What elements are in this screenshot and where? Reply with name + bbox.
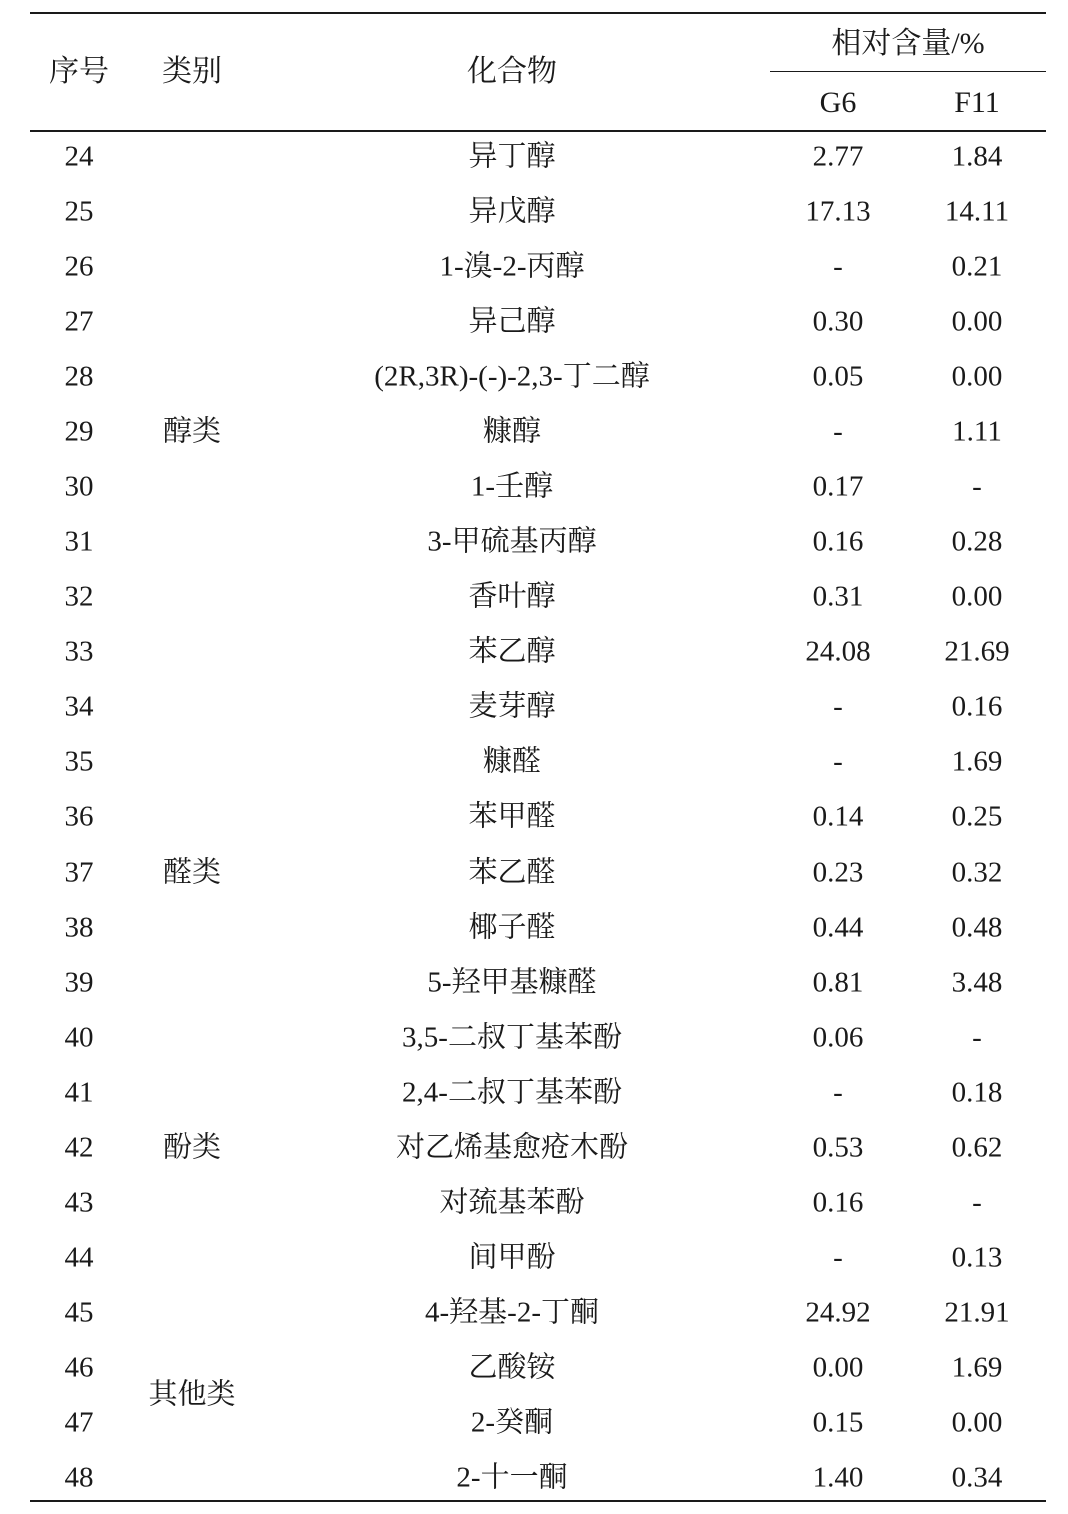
g6-value: 24.92 — [805, 1296, 871, 1329]
row-index: 44 — [64, 1241, 94, 1274]
compound-name: 椰子醛 — [468, 911, 556, 944]
compound-name: (2R,3R)-(-)-2,3-丁二醇 — [374, 360, 650, 393]
header-compound: 化合物 — [467, 55, 557, 88]
compound-name: 对乙烯基愈疮木酚 — [395, 1131, 629, 1164]
row-index: 48 — [64, 1461, 94, 1494]
row-index: 37 — [64, 856, 94, 889]
compound-name: 异丁醇 — [468, 140, 556, 173]
g6-value: - — [833, 1241, 843, 1274]
header-g6: G6 — [819, 86, 857, 119]
compound-name: 糠醛 — [482, 745, 542, 778]
category-label: 其他类 — [148, 1378, 236, 1411]
g6-value: 24.08 — [805, 635, 871, 668]
f11-value: 0.00 — [951, 360, 1003, 393]
header-relative-content: 相对含量/% — [831, 27, 985, 60]
compound-name: 1-溴-2-丙醇 — [439, 250, 585, 283]
f11-value: 1.11 — [952, 415, 1002, 448]
g6-value: 1.40 — [812, 1461, 864, 1494]
f11-value: 0.18 — [951, 1076, 1003, 1109]
compound-name: 1-壬醇 — [470, 470, 554, 503]
row-index: 39 — [64, 966, 94, 999]
compound-name: 糠醇 — [482, 415, 542, 448]
f11-value: - — [972, 1186, 982, 1219]
compound-name: 间甲酚 — [468, 1241, 556, 1274]
compound-name: 3-甲硫基丙醇 — [427, 525, 597, 558]
row-index: 43 — [64, 1186, 94, 1219]
category-label: 醛类 — [162, 856, 222, 889]
f11-value: 1.69 — [951, 745, 1003, 778]
compound-name: 乙酸铵 — [468, 1351, 556, 1384]
f11-value: - — [972, 470, 982, 503]
row-index: 46 — [64, 1351, 94, 1384]
table-bottom-rule — [30, 1500, 1046, 1502]
f11-value: 1.84 — [951, 140, 1003, 173]
row-index: 35 — [64, 745, 94, 778]
header-bottom-rule — [30, 130, 1046, 132]
compound-name: 5-羟甲基糠醛 — [427, 966, 597, 999]
g6-value: 0.44 — [812, 911, 864, 944]
f11-value: 0.28 — [951, 525, 1003, 558]
g6-value: 0.30 — [812, 305, 864, 338]
compound-name: 2,4-二叔丁基苯酚 — [402, 1076, 622, 1109]
g6-value: - — [833, 745, 843, 778]
row-index: 28 — [64, 360, 94, 393]
row-index: 41 — [64, 1076, 94, 1109]
row-index: 45 — [64, 1296, 94, 1329]
f11-value: 0.00 — [951, 1406, 1003, 1439]
g6-value: 0.23 — [812, 856, 864, 889]
row-index: 38 — [64, 911, 94, 944]
f11-value: 14.11 — [944, 195, 1010, 228]
g6-value: - — [833, 250, 843, 283]
header-index: 序号 — [49, 55, 109, 88]
f11-value: 3.48 — [951, 966, 1003, 999]
compound-name: 苯甲醛 — [468, 800, 556, 833]
g6-value: 0.14 — [812, 800, 864, 833]
relative-content-group-rule — [770, 71, 1046, 72]
f11-value: - — [972, 1021, 982, 1054]
table-top-rule — [30, 12, 1046, 14]
category-label: 酚类 — [162, 1131, 222, 1164]
row-index: 36 — [64, 800, 94, 833]
g6-value: - — [833, 415, 843, 448]
g6-value: - — [833, 690, 843, 723]
g6-value: 2.77 — [812, 140, 864, 173]
compound-name: 香叶醇 — [468, 580, 556, 613]
compound-name: 2-癸酮 — [470, 1406, 554, 1439]
header-category: 类别 — [162, 55, 222, 88]
f11-value: 21.69 — [944, 635, 1010, 668]
row-index: 40 — [64, 1021, 94, 1054]
g6-value: 0.15 — [812, 1406, 864, 1439]
f11-value: 0.48 — [951, 911, 1003, 944]
g6-value: 0.16 — [812, 525, 864, 558]
row-index: 30 — [64, 470, 94, 503]
compound-name: 对巯基苯酚 — [439, 1186, 585, 1219]
row-index: 24 — [64, 140, 94, 173]
g6-value: 17.13 — [805, 195, 871, 228]
f11-value: 0.21 — [951, 250, 1003, 283]
f11-value: 0.00 — [951, 305, 1003, 338]
compound-name: 异己醇 — [468, 305, 556, 338]
f11-value: 0.16 — [951, 690, 1003, 723]
row-index: 42 — [64, 1131, 94, 1164]
f11-value: 21.91 — [944, 1296, 1010, 1329]
f11-value: 0.32 — [951, 856, 1003, 889]
f11-value: 0.62 — [951, 1131, 1003, 1164]
row-index: 33 — [64, 635, 94, 668]
row-index: 34 — [64, 690, 94, 723]
row-index: 32 — [64, 580, 94, 613]
g6-value: - — [833, 1076, 843, 1109]
compound-name: 3,5-二叔丁基苯酚 — [402, 1021, 622, 1054]
row-index: 47 — [64, 1406, 94, 1439]
compound-name: 苯乙醛 — [468, 856, 556, 889]
f11-value: 1.69 — [951, 1351, 1003, 1384]
g6-value: 0.31 — [812, 580, 864, 613]
row-index: 27 — [64, 305, 94, 338]
compound-name: 麦芽醇 — [468, 690, 556, 723]
f11-value: 0.25 — [951, 800, 1003, 833]
g6-value: 0.81 — [812, 966, 864, 999]
g6-value: 0.06 — [812, 1021, 864, 1054]
compound-name: 苯乙醇 — [468, 635, 556, 668]
g6-value: 0.53 — [812, 1131, 864, 1164]
g6-value: 0.00 — [812, 1351, 864, 1384]
f11-value: 0.13 — [951, 1241, 1003, 1274]
row-index: 31 — [64, 525, 94, 558]
f11-value: 0.00 — [951, 580, 1003, 613]
g6-value: 0.05 — [812, 360, 864, 393]
row-index: 25 — [64, 195, 94, 228]
compound-name: 4-羟基-2-丁酮 — [425, 1296, 599, 1329]
compound-name: 2-十一酮 — [456, 1461, 568, 1494]
compound-name: 异戊醇 — [468, 195, 556, 228]
g6-value: 0.17 — [812, 470, 864, 503]
row-index: 26 — [64, 250, 94, 283]
row-index: 29 — [64, 415, 94, 448]
g6-value: 0.16 — [812, 1186, 864, 1219]
header-f11: F11 — [954, 86, 1000, 119]
f11-value: 0.34 — [951, 1461, 1003, 1494]
category-label: 醇类 — [162, 415, 222, 448]
